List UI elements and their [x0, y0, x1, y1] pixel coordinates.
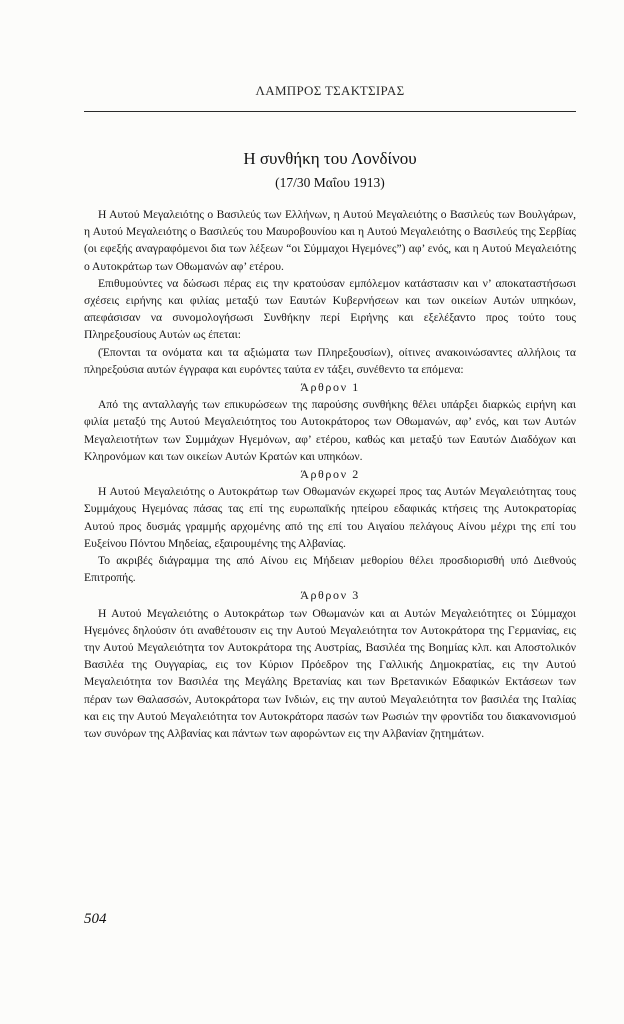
document-date: (17/30 Μαΐου 1913): [275, 175, 385, 190]
article-heading: Άρθρον 2: [300, 467, 360, 482]
preamble-paragraph: Η Αυτού Μεγαλειότης ο Βασιλεύς των Ελλήνων, η Αυτού Μεγαλειότης ο Βασιλεύς των Βουλγάρων, η Αυτού Μεγαλειότης ο Βασιλεύς του Μαυροβουνίου και η Αυτού Μεγαλειότης ο Βασιλεύς της Σερβίας (οι εφεξής αναγραφόμενοι δια των λέξεων “οι Σύμμαχοι Ηγεμόνες”) αφ’ ενός, και η Αυτού Μεγαλειότης ο Αυτοκράτωρ των Οθωμανών αφ’ ετέρου.: [84, 208, 576, 273]
article-paragraph: Η Αυτού Μεγαλειότης ο Αυτοκράτωρ των Οθωμανών εκχωρεί προς τας Αυτών Μεγαλειότητας τους Συμμάχους Ηγεμόνας πάσας τας επί της ευρωπαϊκής ηπείρου εδαφικάς κτήσεις της Αυτοκρατορίας Αυτού προς δυσμάς γραμμής αρχομένης από της επί του Αιγαίου πελάγους Αίνου μέχρι της επί του Ευξείνου Πόντου Μηδείας, εξαιρουμένης της Αλβανίας.: [84, 485, 576, 550]
article-paragraph: Από της ανταλλαγής των επικυρώσεων της παρούσης συνθήκης θέλει υπάρξει διαρκώς ειρήνη και φιλία μεταξύ της Αυτού Μεγαλειότητος του Αυτοκράτορος των Οθωμανών, αφ’ ενός, και των Αυτών Μεγαλειοτήτων των Συμμάχων Ηγεμόνων, αφ’ ετέρου, καθώς και μεταξύ των Εαυτών Διαδόχων και Κληρονόμων και των οικείων Αυτών Κρατών και υπηκόων.: [84, 398, 576, 463]
document-title: Η συνθήκη του Λονδίνου: [243, 149, 417, 168]
running-head: ΛΑΜΠΡΟΣ ΤΣΑΚΤΣΙΡΑΣ: [255, 83, 405, 98]
article-heading: Άρθρον 1: [300, 380, 360, 395]
header-rule: [84, 111, 576, 112]
preamble-paragraph: (Έπονται τα ονόματα και τα αξιώματα των Πληρεξουσίων), οίτινες ανακοινώσαντες αλλήλοις τα πληρεξούσια αυτών έγγραφα και ευρόντες ταύτα εν τάξει, συνέθεντο τα επόμενα:: [84, 345, 576, 376]
preamble-paragraph: Επιθυμούντες να δώσωσι πέρας εις την κρατούσαν εμπόλεμον κατάστασιν και ν’ αποκαταστήσωσι σχέσεις ειρήνης και φιλίας μεταξύ των Εαυτών Κυβερνήσεων και των οικείων Αυτών υπηκόων, απεφάσισαν να συνομολογήσωσι Συνθήκην περί Ειρήνης και εξελέξαντο προς τούτο τους Πληρεξουσίους Αυτών ως έπεται:: [84, 276, 576, 342]
article-paragraph: Η Αυτού Μεγαλειότης ο Αυτοκράτωρ των Οθωμανών και αι Αυτών Μεγαλειότητες οι Σύμμαχοι Ηγεμόνες δηλούσιν ότι αναθέτουσιν εις την Αυτού Μεγαλειότητα τον Αυτοκράτορα της Γερμανίας, εις την Αυτού Μεγαλειότητα τον Αυτοκράτορα της Αυστρίας, Βασιλέα της Βοημίας κλπ. και Αποστολικόν Βασιλέα της Ουγγαρίας, εις τον Κύριον Πρόεδρον της Γαλλικής Δημοκρατίας, εις την Αυτού Μεγαλειότητα τον Βασιλέα της Μεγάλης Βρετανίας και των Βρετανικών Εδαφικών Εκτάσεων των πέραν των Θαλασσών, Αυτοκράτορα των Ινδιών, εις την αυτού Μεγαλειότητα τον βασιλέα της Ιταλίας και εις την Αυτού Μεγαλειότητα τον Αυτοκράτορα πασών των Ρωσιών την φροντίδα του διακανονισμού των συνόρων της Αλβανίας και πάντων των αφορώντων εις την Αλβανίαν ζητημάτων.: [84, 606, 576, 741]
article-paragraph: Το ακριβές διάγραμμα της από Αίνου εις Μήδειαν μεθορίου θέλει προσδιορισθή υπό Διεθνούς Επιτροπής.: [84, 554, 576, 585]
page-number: 504: [84, 911, 107, 927]
document-body: [84, 206, 576, 742]
article-heading: Άρθρον 3: [300, 588, 360, 603]
